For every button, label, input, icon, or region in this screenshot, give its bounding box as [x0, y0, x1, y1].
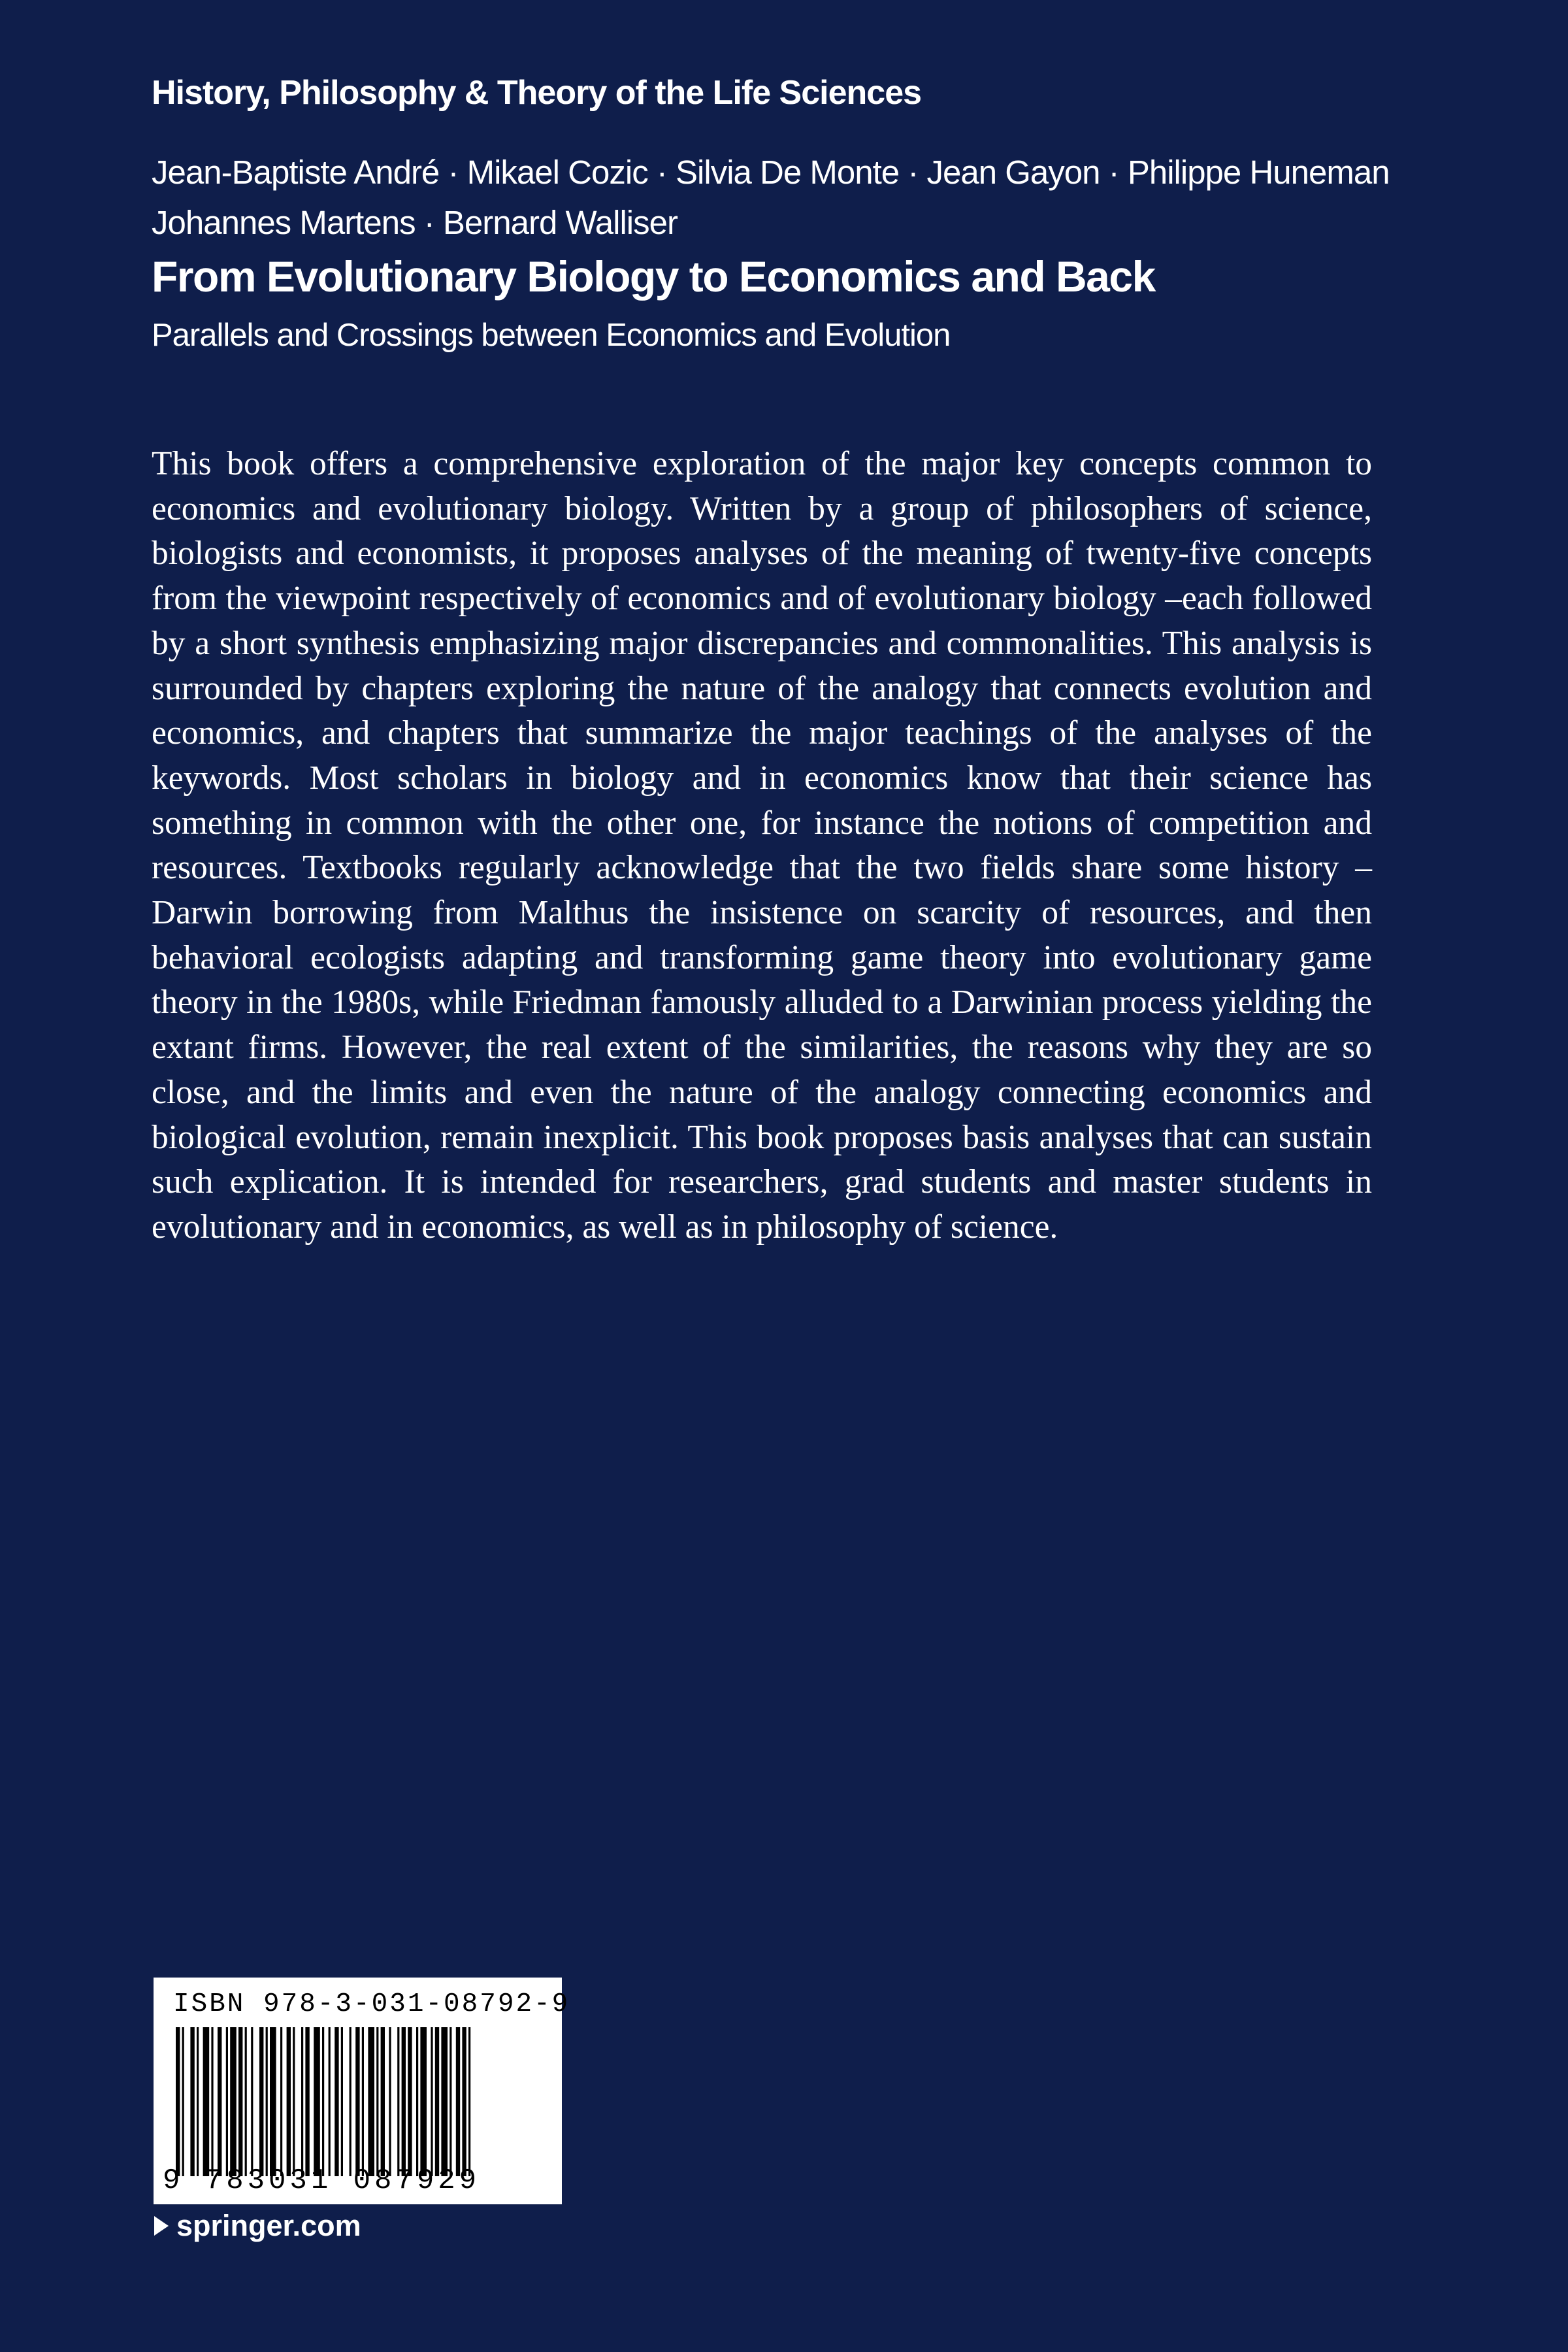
barcode-bar	[226, 2027, 228, 2176]
barcode-bar	[431, 2027, 433, 2176]
isbn-barcode	[154, 1978, 570, 2204]
barcode-bar	[381, 2027, 385, 2176]
barcode-bar	[238, 2027, 242, 2176]
barcode-bar	[218, 2027, 221, 2176]
book-subtitle: Parallels and Crossings between Economics and Evolution	[152, 318, 951, 353]
barcode-bar	[314, 2027, 320, 2176]
barcode-bar	[335, 2027, 338, 2176]
barcode-bar	[435, 2027, 439, 2176]
barcode-bar	[397, 2027, 399, 2176]
barcode-bar	[266, 2027, 268, 2176]
barcode-bar	[355, 2027, 359, 2176]
barcode-digits: 9 783031 087929	[163, 2164, 481, 2197]
barcode-bar	[270, 2027, 276, 2176]
barcode-bar	[287, 2027, 291, 2176]
play-arrow-icon	[154, 2216, 169, 2236]
barcode-bar	[329, 2027, 331, 2176]
author-line-1: Jean-Baptiste André · Mikael Cozic · Silvia De Monte · Jean Gayon · Philippe Huneman	[152, 154, 1390, 191]
barcode-bar	[376, 2027, 378, 2176]
barcode-bar	[293, 2027, 295, 2176]
barcode-bar	[449, 2027, 451, 2176]
barcode-bar	[259, 2027, 263, 2176]
barcode-bar	[211, 2027, 213, 2176]
barcode-bar	[176, 2027, 180, 2176]
barcode-bar	[341, 2027, 343, 2176]
barcode-bar	[190, 2027, 194, 2176]
barcode-bar	[230, 2027, 237, 2176]
barcode-bar	[350, 2027, 351, 2176]
publisher-link-text: springer.com	[176, 2209, 361, 2242]
barcode-bar	[182, 2027, 184, 2176]
barcode-bar	[462, 2027, 466, 2176]
barcode-bar	[389, 2027, 391, 2176]
book-description: This book offers a comprehensive exploration of the major key concepts common to economics and evolutionary biology. Written by a group of philosophers of science, biologists and economists, it proposes analyses of the meaning of twenty-five concepts from the viewpoint respectively of economics and of evolutionary biology –each followed by a short synthesis emphasizing major discrepancies and commonalities. This analysis is surrounded by chapters exploring the nature of the analogy that connects evolution and economics, and chapters that summarize the major teachings of the analyses of the keywords. Most scholars in biology and in economics know that their science has something in common with the other one, for instance the notions of competition and resources. Textbooks regularly acknowledge that the two fields share some history – Darwin borrowing from Malthus the insistence on scarcity of resources, and then behavioral ecologists adapting and transforming game theory into evolutionary game theory in the 1980s, while Friedman famously alluded to a Darwinian process yielding the extant firms. However, the real extent of the similarities, the reasons why they are so close, and the limits and even the nature of the analogy connecting economics and biological evolution, remain inexplicit. This book proposes basis analyses that can sustain such explication. It is intended for researchers, grad students and master students in evolutionary and in economics, as well as in philosophy of science.	[152, 445, 1372, 1246]
barcode-bar	[416, 2027, 418, 2176]
barcode-bar	[305, 2027, 309, 2176]
barcode-bar	[368, 2027, 374, 2176]
barcode-bars	[173, 2027, 542, 2176]
barcode-bar	[468, 2027, 470, 2176]
publisher-link[interactable]	[154, 2209, 361, 2243]
barcode-bar	[203, 2027, 210, 2176]
isbn-label: ISBN 978-3-031-08792-9	[173, 1989, 570, 2019]
barcode-bar	[456, 2027, 460, 2176]
barcode-bar	[362, 2027, 364, 2176]
barcode-bar	[322, 2027, 324, 2176]
barcode-bar	[402, 2027, 406, 2176]
barcode-bar	[251, 2027, 253, 2176]
series-title: History, Philosophy & Theory of the Life Sciences	[152, 74, 922, 112]
barcode-bar	[245, 2027, 247, 2176]
book-title: From Evolutionary Biology to Economics and Back	[152, 252, 1155, 301]
barcode-bar	[197, 2027, 199, 2176]
barcode-bar	[420, 2027, 427, 2176]
barcode-bar	[408, 2027, 412, 2176]
barcode-bar	[301, 2027, 303, 2176]
barcode-bar	[441, 2027, 448, 2176]
author-line-2: Johannes Martens · Bernard Walliser	[152, 204, 678, 241]
barcode-bar	[280, 2027, 282, 2176]
author-list	[152, 147, 1432, 248]
